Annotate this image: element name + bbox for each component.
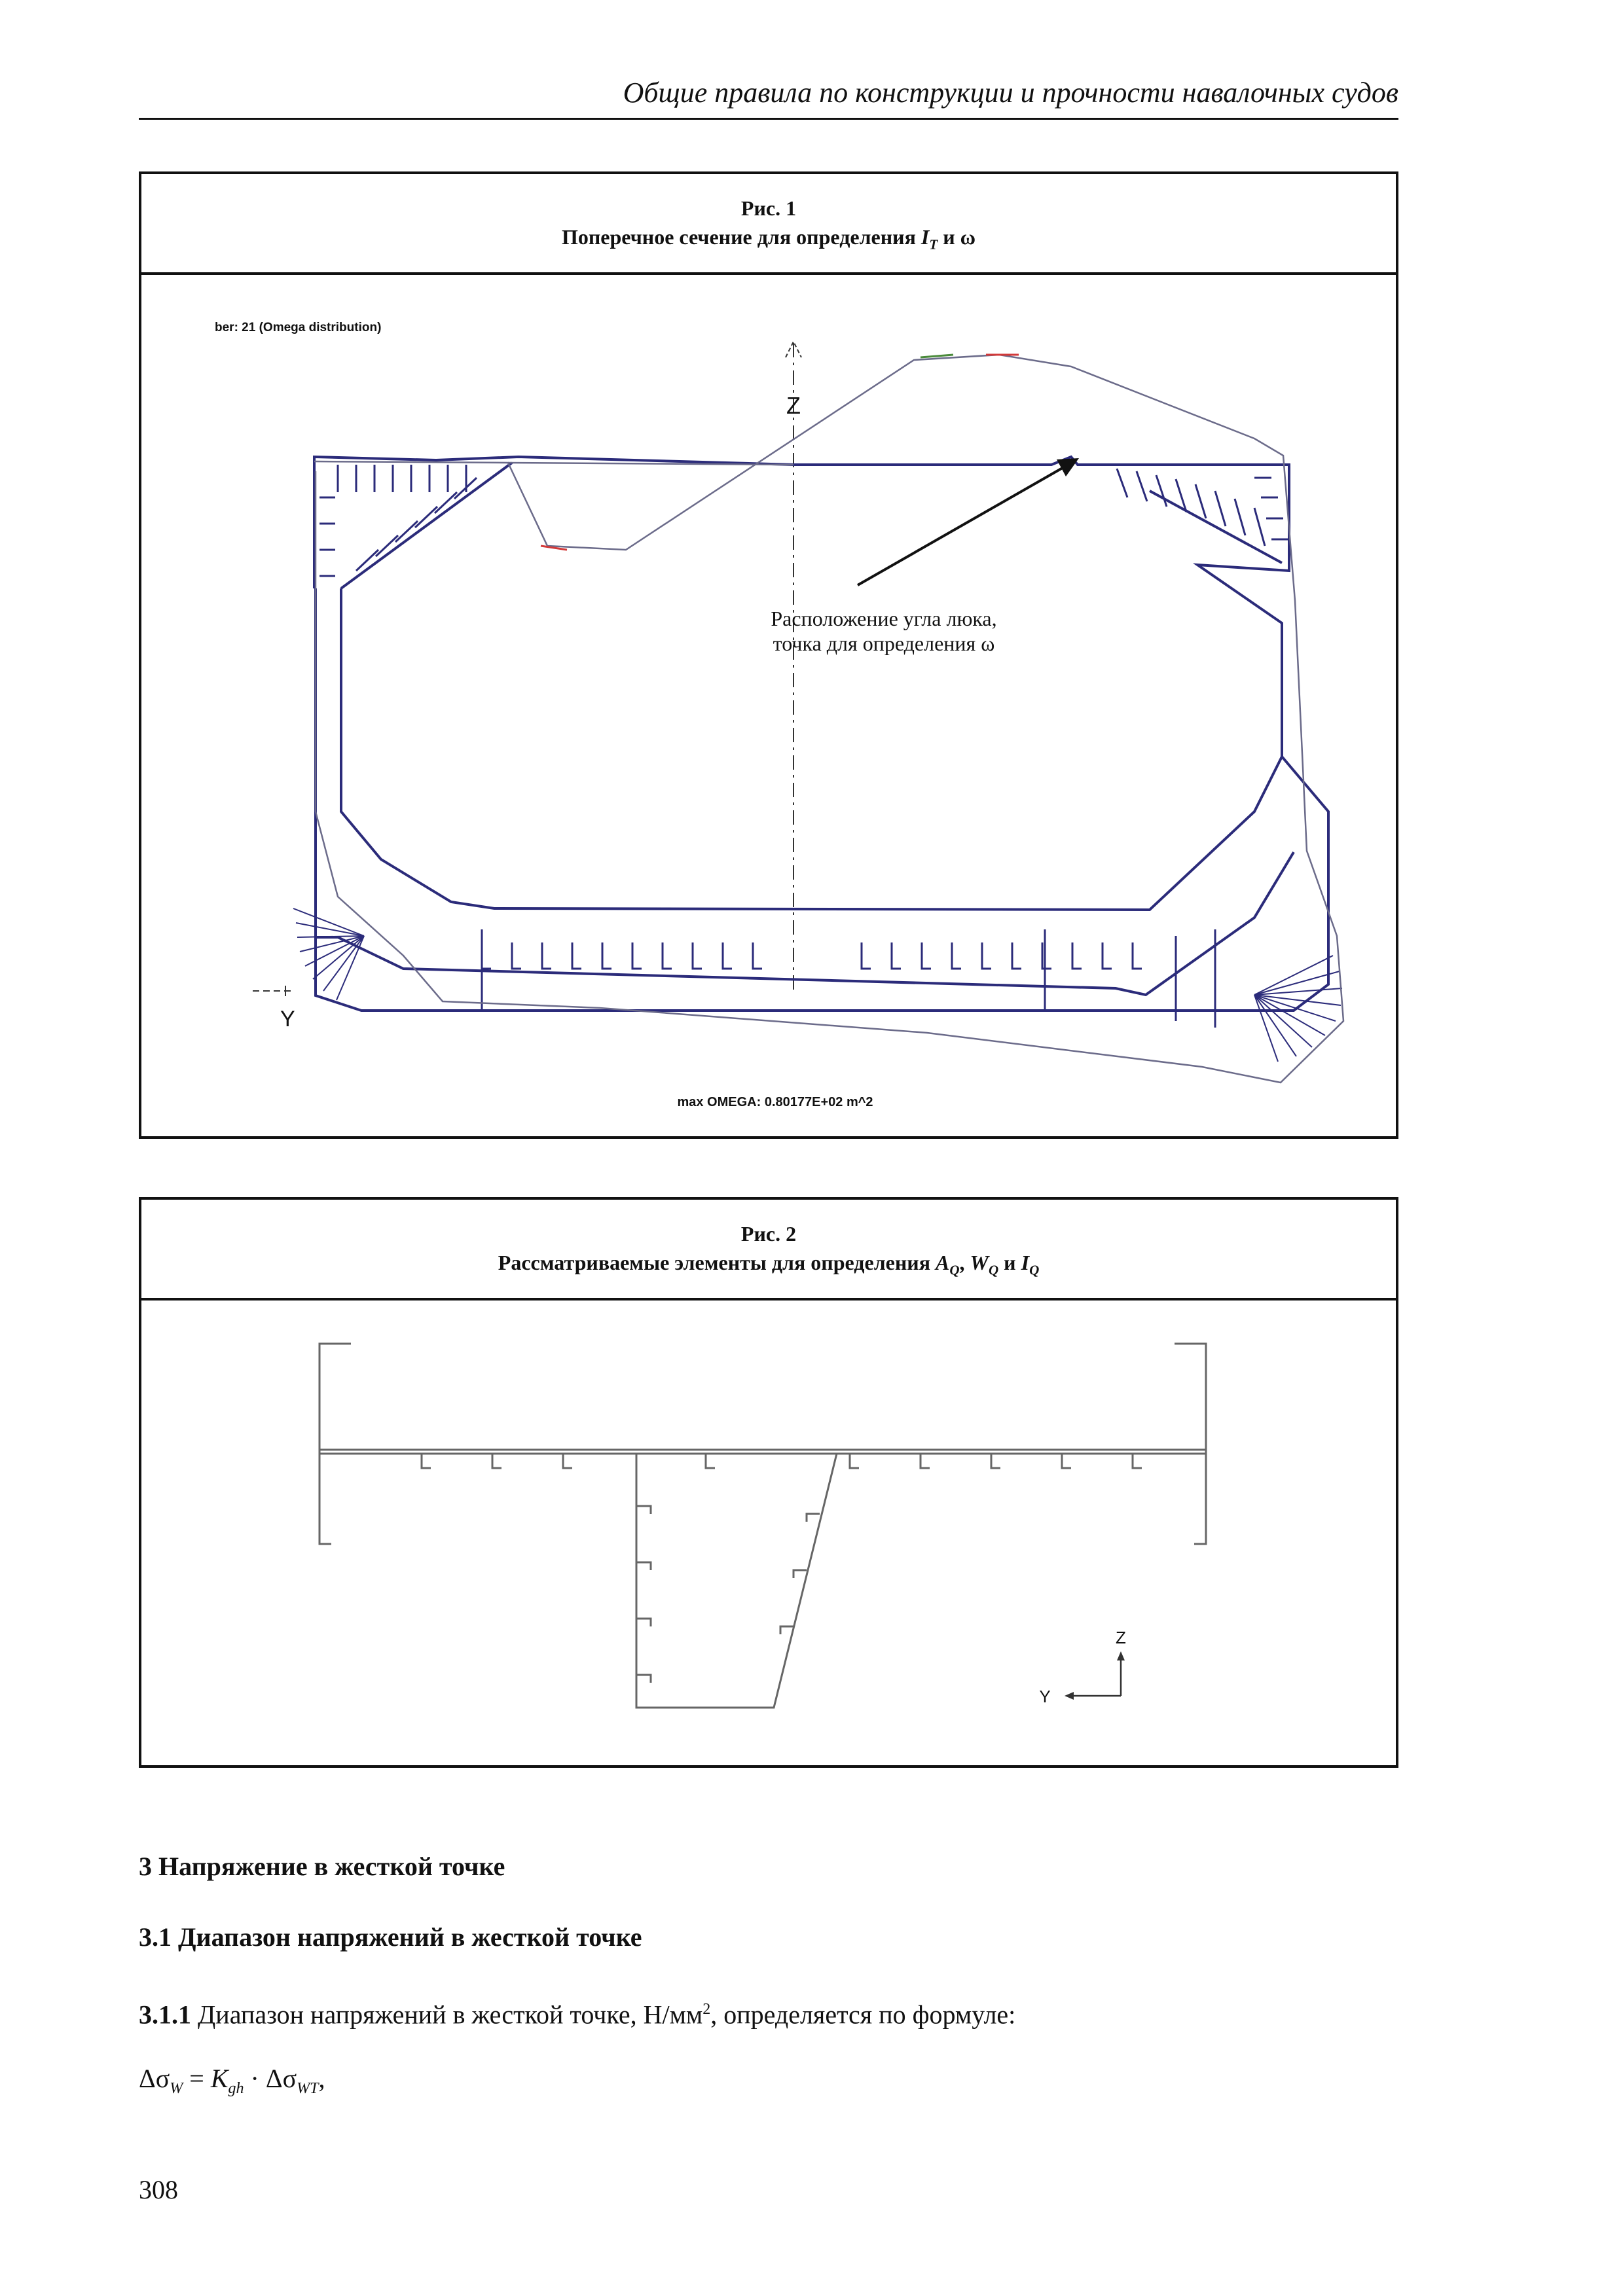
figure-1 bbox=[139, 171, 1398, 1139]
inner-bottom bbox=[316, 852, 1294, 995]
figure-2-sub-2: Q bbox=[989, 1262, 999, 1278]
figure-2-sub-3: Q bbox=[1029, 1262, 1040, 1278]
figure-1-title-tail: и ω bbox=[938, 225, 976, 249]
figure-2-sep-1: , bbox=[959, 1251, 970, 1274]
figure-2-sym-1: A bbox=[936, 1251, 950, 1274]
figure-2-axis-y: Y bbox=[1039, 1687, 1051, 1706]
deck-longitudinals bbox=[422, 1454, 1142, 1683]
formula-equals: = bbox=[183, 2064, 211, 2093]
stiffener-hatching bbox=[319, 465, 477, 576]
figure-2-sym-3: I bbox=[1021, 1251, 1030, 1274]
page-number: 308 bbox=[139, 2175, 178, 2204]
plot-footer: max OMEGA: 0.80177E+02 m^2 bbox=[677, 1095, 873, 1109]
stress-formula bbox=[139, 2062, 325, 2106]
formula-rhs-sub: WT bbox=[297, 2080, 319, 2097]
paragraph-tail: , определяется по формуле: bbox=[710, 2000, 1016, 2030]
figure-2-title-text: Рассматриваемые элементы для определения bbox=[498, 1251, 931, 1274]
figure-1-caption bbox=[141, 174, 1396, 275]
figure-1-symbol: I bbox=[921, 225, 930, 249]
figure-2-axis-z: Z bbox=[1116, 1628, 1126, 1647]
paragraph-unit-exponent: 2 bbox=[702, 2001, 711, 2018]
annotation-line-1: Расположение угла люка, bbox=[771, 607, 997, 630]
figure-2-caption bbox=[141, 1200, 1396, 1300]
port-side-plate bbox=[319, 1344, 351, 1544]
paragraph-text: Диапазон напряжений в жесткой точке, Н/мм bbox=[191, 2000, 703, 2030]
axis-z-label: Z bbox=[786, 392, 801, 419]
topside-tank-port bbox=[341, 463, 512, 588]
omega-green-segment bbox=[921, 355, 953, 357]
bottom-stiffeners bbox=[482, 929, 1215, 1028]
section-elements bbox=[319, 1344, 1206, 1708]
formula-dot: · Δσ bbox=[244, 2064, 297, 2093]
figure-1-number: Рис. 1 bbox=[740, 196, 797, 220]
figure-1-title-text: Поперечное сечение для определения bbox=[561, 225, 916, 249]
annotation-arrow-line bbox=[858, 466, 1066, 585]
annotation-arrow-head bbox=[1057, 458, 1079, 476]
triad-y-arrow bbox=[1065, 1692, 1074, 1700]
formula-lhs: Δσ bbox=[139, 2064, 170, 2093]
figure-2-number: Рис. 2 bbox=[740, 1222, 797, 1246]
annotation-line-2: точка для определения ω bbox=[773, 632, 995, 655]
figure-2-sep-2: и bbox=[998, 1251, 1021, 1274]
figure-2-sym-2: W bbox=[970, 1251, 989, 1274]
topside-tank-stbd bbox=[1150, 491, 1282, 563]
hull-outline bbox=[314, 457, 1328, 1011]
section-heading: 3 Напряжение в жесткой точке bbox=[139, 1852, 505, 1881]
figure-2-sub-1: Q bbox=[949, 1262, 960, 1278]
figure-1-symbol-sub: T bbox=[929, 236, 938, 253]
stbd-side-plate bbox=[1175, 1344, 1206, 1544]
cross-section-plot bbox=[141, 275, 1396, 1136]
figure-2 bbox=[139, 1197, 1398, 1768]
figure-2-title bbox=[141, 1248, 1396, 1284]
formula-k-sub: gh bbox=[228, 2080, 244, 2097]
running-header: Общие правила по конструкции и прочности навалочных судов bbox=[623, 77, 1398, 109]
hull-section bbox=[314, 457, 1328, 1011]
formula-end: , bbox=[318, 2064, 325, 2093]
paragraph-number: 3.1.1 bbox=[139, 2000, 191, 2030]
header-rule bbox=[139, 118, 1398, 120]
web-frame bbox=[636, 1454, 837, 1708]
axis-triad bbox=[1071, 1658, 1121, 1696]
figure-1-title bbox=[141, 223, 1396, 259]
plot-header: ber: 21 (Omega distribution) bbox=[215, 321, 382, 334]
considered-elements-diagram bbox=[141, 1300, 1396, 1765]
paragraph-3-1-1 bbox=[139, 1992, 1015, 2032]
bilge-fan-port bbox=[293, 908, 364, 1000]
subsection-heading: 3.1 Диапазон напряжений в жесткой точке bbox=[139, 1922, 642, 1952]
axis-y-label: Y bbox=[280, 1007, 295, 1031]
formula-k: K bbox=[210, 2064, 228, 2093]
triad-z-arrow bbox=[1117, 1651, 1125, 1660]
stiffener-hatching-stbd bbox=[1117, 469, 1288, 546]
formula-lhs-sub: W bbox=[170, 2080, 183, 2097]
